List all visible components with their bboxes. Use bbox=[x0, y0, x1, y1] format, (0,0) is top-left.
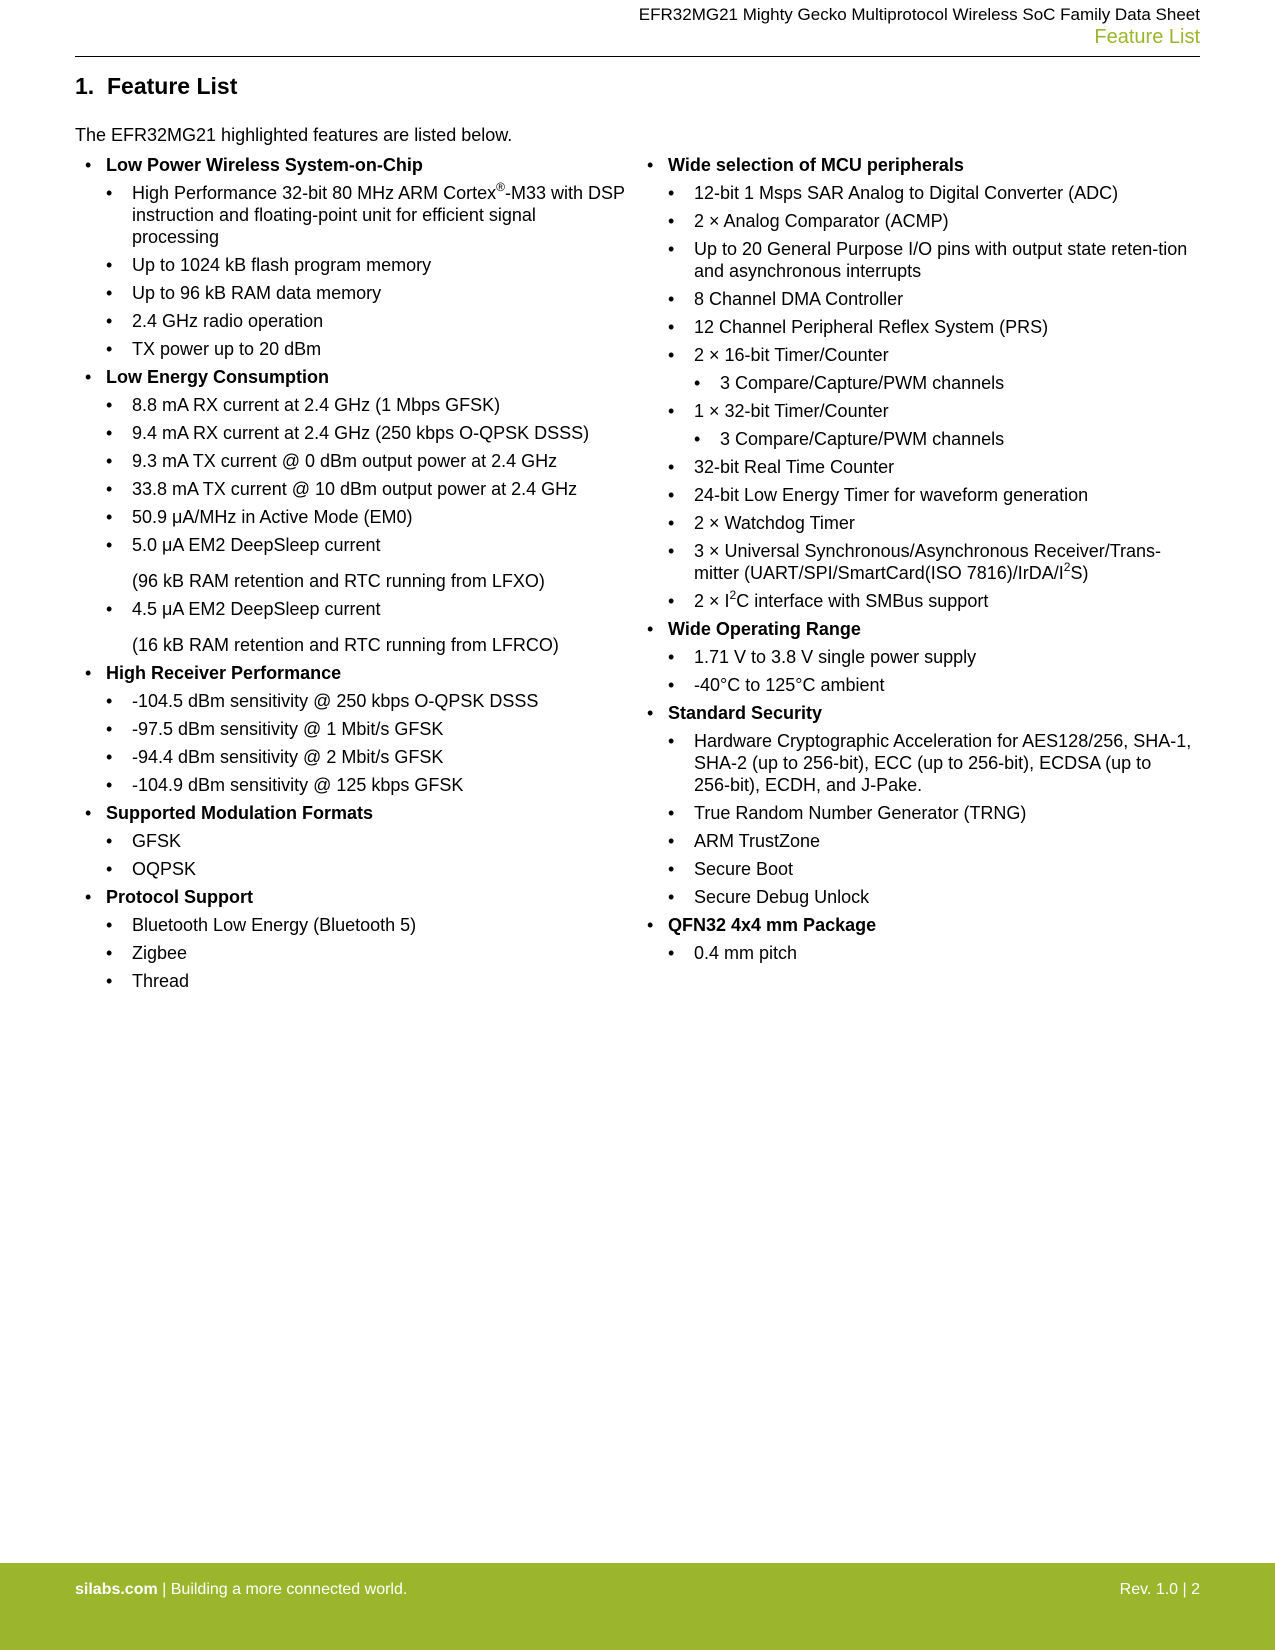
group-heading: High Receiver Performance bbox=[106, 663, 342, 683]
group-heading: Wide Operating Range bbox=[668, 619, 861, 639]
feature-group: • Standard Security • Hardware Cryptographic Acceleration for AES128/256, SHA-1, SHA-2 (up to 256-bit), ECC (up to 256-bit), ECDSA (up to 256-bit), ECDH, and J-Pake. • True Random Number Generator (TRNG) • ARM TrustZone • Secure Boot • Secure Debug Unlock bbox=[647, 703, 1192, 907]
list-item: • -40°C to 125°C ambient bbox=[668, 675, 885, 695]
feature-column-left bbox=[85, 154, 625, 998]
group-heading: Low Power Wireless System-on-Chip bbox=[106, 155, 423, 175]
list-item: • Up to 1024 kB flash program memory bbox=[106, 255, 432, 275]
list-item: • 0.4 mm pitch bbox=[668, 943, 798, 963]
list-item: • 33.8 mA TX current @ 10 dBm output power at 2.4 GHz bbox=[106, 479, 578, 499]
list-item: • -104.9 dBm sensitivity @ 125 kbps GFSK bbox=[106, 775, 464, 795]
list-item-note: (16 kB RAM retention and RTC running from LFRCO) bbox=[132, 635, 559, 655]
list-item: • Thread bbox=[106, 971, 190, 991]
list-item: • 4.5 μA EM2 DeepSleep current (16 kB RAM retention and RTC running from LFRCO) bbox=[106, 598, 625, 656]
section-name: Feature List bbox=[1094, 26, 1200, 48]
feature-column-right bbox=[647, 154, 1192, 970]
page-footer bbox=[0, 1563, 1275, 1650]
footer-revision: Rev. 1.0 | 2 bbox=[1119, 1581, 1200, 1598]
feature-group: • QFN32 4x4 mm Package • 0.4 mm pitch bbox=[647, 914, 1192, 964]
document-title: EFR32MG21 Mighty Gecko Multiprotocol Wireless SoC Family Data Sheet bbox=[638, 5, 1200, 24]
feature-group: • Low Power Wireless System-on-Chip • High Performance 32-bit 80 MHz ARM Cortex®-M33 with DSP instruction and floating-point unit for efficient signal processing • Up to 1024 kB flash program memory • Up to 96 kB RAM data memory • 2.4 GHz radio operation • TX power up to 20 dBm bbox=[85, 155, 625, 359]
group-heading: Wide selection of MCU peripherals bbox=[668, 155, 964, 175]
section-number: 1. bbox=[75, 73, 95, 99]
feature-group: • Low Energy Consumption • 8.8 mA RX current at 2.4 GHz (1 Mbps GFSK) • 9.4 mA RX current at 2.4 GHz (250 kbps O-QPSK DSSS) • 9.3 mA TX current @ 0 dBm output power at 2.4 GHz • 33.8 mA TX current @ 10 dBm output power at 2.4 GHz • 50.9 μA/MHz in Active Mode (EM0) • 5.0 μA EM2 DeepSleep current (96 kB RAM retention and RTC running from LFXO) • 4.5 μA EM2 DeepSleep current (16 kB RAM retention and RTC running from LFRCO) bbox=[85, 366, 625, 656]
list-item: • 9.4 mA RX current at 2.4 GHz (250 kbps O-QPSK DSSS) bbox=[106, 423, 590, 443]
group-heading: Standard Security bbox=[668, 703, 823, 723]
list-subitem: • 3 Compare/Capture/PWM channels bbox=[694, 429, 1005, 449]
list-item: • -94.4 dBm sensitivity @ 2 Mbit/s GFSK bbox=[106, 747, 444, 767]
page-title bbox=[75, 71, 237, 101]
list-item: • Zigbee bbox=[106, 943, 188, 963]
group-heading: Supported Modulation Formats bbox=[106, 803, 373, 823]
list-item: • 9.3 mA TX current @ 0 dBm output power at 2.4 GHz bbox=[106, 451, 558, 471]
list-item: • 1.71 V to 3.8 V single power supply bbox=[668, 647, 977, 667]
list-item: • 32-bit Real Time Counter bbox=[668, 457, 895, 477]
list-subitem: • 3 Compare/Capture/PWM channels bbox=[694, 373, 1005, 393]
list-item-note: (96 kB RAM retention and RTC running from LFXO) bbox=[132, 571, 545, 591]
list-item: • ARM TrustZone bbox=[668, 831, 821, 851]
list-item: • Up to 96 kB RAM data memory bbox=[106, 283, 382, 303]
list-item: • High Performance 32-bit 80 MHz ARM Cortex®-M33 with DSP instruction and floating-point unit for efficient signal processing bbox=[106, 180, 625, 247]
site-link[interactable]: silabs.com bbox=[75, 1581, 158, 1598]
group-heading: Protocol Support bbox=[106, 887, 253, 907]
list-item: • 5.0 μA EM2 DeepSleep current (96 kB RAM retention and RTC running from LFXO) bbox=[106, 534, 625, 592]
feature-group: • Protocol Support • Bluetooth Low Energy (Bluetooth 5) • Zigbee • Thread bbox=[85, 886, 625, 992]
feature-group: • Supported Modulation Formats • GFSK • OQPSK bbox=[85, 802, 625, 880]
list-item: • Up to 20 General Purpose I/O pins with output state reten-tion and asynchronous interrupts bbox=[668, 239, 1188, 281]
list-item: • $2 \times I^2C$ interface with SMBus support bbox=[668, 588, 989, 611]
list-item: • OQPSK bbox=[106, 859, 197, 879]
group-heading: QFN32 4x4 mm Package bbox=[668, 915, 877, 935]
list-item: • True Random Number Generator (TRNG) bbox=[668, 803, 1027, 823]
list-item: • GFSK bbox=[106, 831, 182, 851]
list-item: • 2 × Analog Comparator (ACMP) bbox=[668, 211, 949, 231]
footer-tagline: | Building a more connected world. bbox=[157, 1581, 408, 1598]
list-item: • 2.4 GHz radio operation bbox=[106, 311, 324, 331]
group-heading: Low Energy Consumption bbox=[106, 367, 329, 387]
list-item: • 24-bit Low Energy Timer for waveform generation bbox=[668, 485, 1089, 505]
list-item: • 2 × 16-bit Timer/Counter • 3 Compare/Capture/PWM channels bbox=[668, 344, 1192, 394]
list-item: • 50.9 μA/MHz in Active Mode (EM0) bbox=[106, 507, 413, 527]
list-item: • 1 × 32-bit Timer/Counter • 3 Compare/Capture/PWM channels bbox=[668, 400, 1192, 450]
list-item: • Secure Debug Unlock bbox=[668, 887, 870, 907]
list-item: • Secure Boot bbox=[668, 859, 794, 879]
list-item: • -104.5 dBm sensitivity @ 250 kbps O-QPSK DSSS bbox=[106, 691, 539, 711]
feature-group: • High Receiver Performance • -104.5 dBm sensitivity @ 250 kbps O-QPSK DSSS • -97.5 dBm sensitivity @ 1 Mbit/s GFSK • -94.4 dBm sensitivity @ 2 Mbit/s GFSK • -104.9 dBm sensitivity @ 125 kbps GFSK bbox=[85, 662, 625, 796]
list-item: • 12-bit 1 Msps SAR Analog to Digital Converter (ADC) bbox=[668, 183, 1119, 203]
list-item: • TX power up to 20 dBm bbox=[106, 339, 322, 359]
list-item: • Bluetooth Low Energy (Bluetooth 5) bbox=[106, 915, 417, 935]
list-item: • 8 Channel DMA Controller bbox=[668, 289, 904, 309]
feature-group: • Wide selection of MCU peripherals • 12-bit 1 Msps SAR Analog to Digital Converter (ADC) • 2 × Analog Comparator (ACMP) • Up to 20 General Purpose I/O pins with output state reten-tion and asynchronous interrupts • 8 Channel DMA Controller • 12 Channel Peripheral Reflex System (PRS) • 2 × 16-bit Timer/Counter • 3 Compare/Capture/PWM channels • 1 × 32-bit Timer/Counter • 3 Compare/Capture/PWM channels • 32-bit Real Time Counter • 24-bit Low Energy Timer for waveform generation • 2 × Watchdog Timer • 3 × Universal Synchronous/Asynchronous Receiver/Trans-mitter (UART/SPI/SmartCard(ISO $7816)/IrDA/I^2S$) • $2 \times I^2C$ interface with SMBus support bbox=[647, 154, 1192, 612]
list-item: • 12 Channel Peripheral Reflex System (PRS) bbox=[668, 317, 1049, 337]
list-item: • -97.5 dBm sensitivity @ 1 Mbit/s GFSK bbox=[106, 719, 444, 739]
header-divider bbox=[75, 56, 1200, 57]
list-item: • 8.8 mA RX current at 2.4 GHz (1 Mbps GFSK) bbox=[106, 395, 501, 415]
list-item: • 2 × Watchdog Timer bbox=[668, 513, 855, 533]
footer-brand bbox=[75, 1580, 407, 1600]
list-item: • 3 × Universal Synchronous/Asynchronous Receiver/Trans-mitter (UART/SPI/SmartCard(ISO $7816)/IrDA/I^2S$) bbox=[668, 541, 1162, 583]
intro-text: The EFR32MG21 highlighted features are listed below. bbox=[75, 125, 513, 145]
list-item: • Hardware Cryptographic Acceleration for AES128/256, SHA-1, SHA-2 (up to 256-bit), ECC (up to 256-bit), ECDSA (up to 256-bit), ECDH, and J-Pake. bbox=[668, 731, 1192, 795]
section-title: Feature List bbox=[107, 73, 238, 99]
feature-group: • Wide Operating Range • 1.71 V to 3.8 V single power supply • -40°C to 125°C ambient bbox=[647, 618, 1192, 696]
